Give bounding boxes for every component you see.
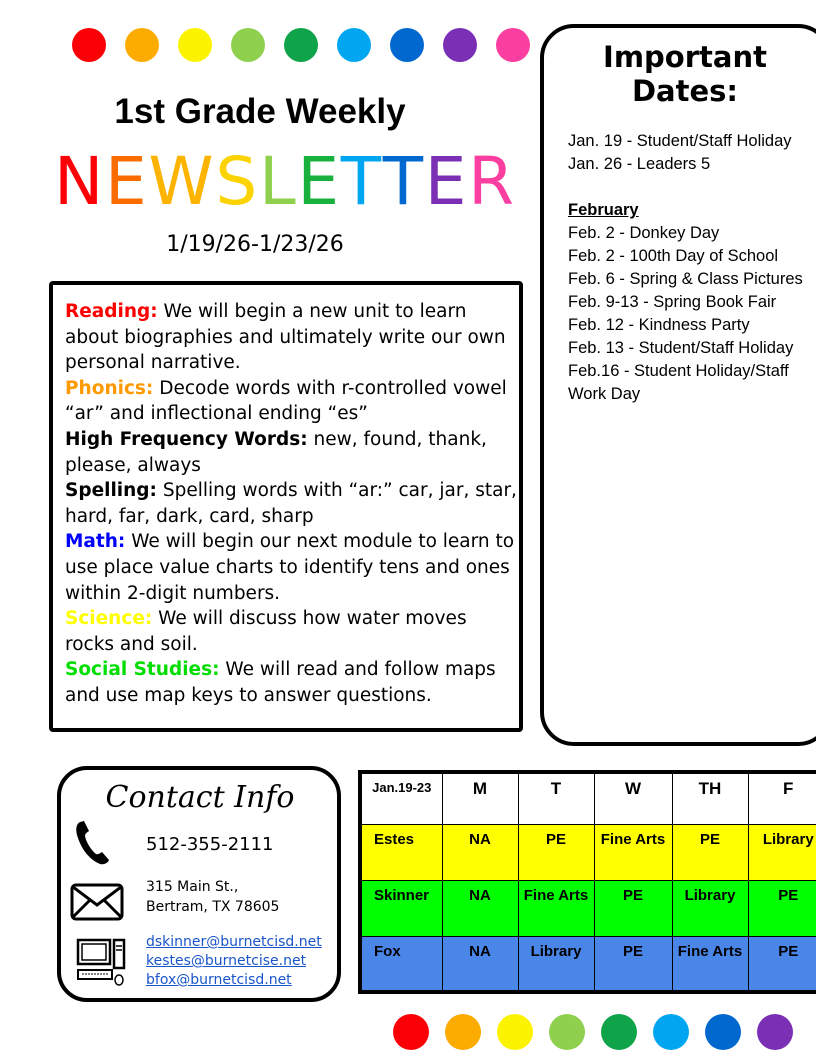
spelling-section: [65, 478, 519, 529]
email-link[interactable]: kestes@burnetcise.net: [146, 953, 307, 969]
table-row: [360, 936, 816, 992]
science-text: We will discuss how water moves rocks and soil.: [65, 608, 467, 655]
teacher-cell: Estes: [360, 824, 442, 880]
phonics-label: Phonics:: [65, 377, 154, 399]
phone-number: 512-355-2111: [146, 834, 274, 855]
email-link[interactable]: dskinner@burnetcisd.net: [146, 934, 322, 950]
table-cell: Library: [672, 880, 748, 936]
hfw-text: new, found, thank, please, always: [65, 428, 487, 476]
important-dates-list: [568, 130, 816, 406]
newsletter-letter: L: [258, 143, 296, 220]
table-corner-label: Jan.19-23: [360, 772, 442, 824]
dot: [284, 28, 318, 62]
newsletter-wordmark: [54, 142, 514, 222]
newsletter-letter: E: [297, 143, 340, 220]
newsletter-letter: T: [382, 143, 424, 220]
date-item: Jan. 19 - Student/Staff Holiday: [568, 132, 792, 150]
newsletter-letter: E: [424, 143, 467, 220]
day-header: TH: [672, 772, 748, 824]
table-header-row: [360, 772, 816, 824]
social-studies-section: [65, 657, 519, 708]
table-cell: PE: [594, 880, 672, 936]
dot: [705, 1014, 741, 1050]
top-dot-row: [72, 28, 549, 62]
specials-schedule-table: [358, 770, 816, 994]
dot: [337, 28, 371, 62]
spacer: [568, 176, 816, 199]
dot: [757, 1014, 793, 1050]
address-line: 315 Main St.,: [146, 879, 239, 895]
newsletter-letter: N: [54, 143, 104, 220]
bottom-dot-row: [393, 1014, 809, 1050]
science-label: Science:: [65, 608, 153, 630]
table-cell: Fine Arts: [518, 880, 594, 936]
newsletter-letter: S: [215, 143, 258, 220]
table-row: [360, 880, 816, 936]
table-cell: Fine Arts: [672, 936, 748, 992]
dot: [393, 1014, 429, 1050]
dot: [443, 28, 477, 62]
dot: [231, 28, 265, 62]
table-cell: PE: [518, 824, 594, 880]
envelope-icon: [70, 883, 124, 921]
dot: [496, 28, 530, 62]
table-cell: Library: [748, 824, 816, 880]
important-dates-title-line2: Dates:: [631, 74, 739, 108]
phonics-text: Decode words with r-controlled vowel “ar” and inflectional ending “es”: [65, 377, 507, 425]
math-label: Math:: [65, 531, 126, 553]
date-item: Feb. 13 - Student/Staff Holiday: [568, 339, 794, 357]
teacher-cell: Skinner: [360, 880, 442, 936]
dot: [497, 1014, 533, 1050]
table-cell: NA: [442, 880, 518, 936]
table-cell: NA: [442, 824, 518, 880]
dot: [72, 28, 106, 62]
dot: [601, 1014, 637, 1050]
math-text: We will begin our next module to learn to use place value charts to identify tens and ones within 2-digit numbers.: [65, 531, 515, 604]
social-studies-text: We will read and follow maps and use map keys to answer questions.: [65, 659, 496, 706]
subjects-box: [49, 281, 523, 732]
phonics-section: [65, 376, 519, 427]
week-date-range: 1/19/26-1/23/26: [166, 232, 344, 257]
email-link[interactable]: bfox@burnetcisd.net: [146, 972, 292, 988]
page-title: 1st Grade Weekly: [114, 92, 406, 131]
table-cell: Fine Arts: [594, 824, 672, 880]
table-cell: PE: [748, 936, 816, 992]
day-header: M: [442, 772, 518, 824]
dot: [653, 1014, 689, 1050]
computer-icon: [76, 938, 126, 986]
dot: [178, 28, 212, 62]
date-item: Feb. 2 - 100th Day of School: [568, 247, 779, 265]
address-line: Bertram, TX 78605: [146, 899, 280, 915]
reading-text: We will begin a new unit to learn about biographies and ultimately write our own personal narrative.: [65, 301, 506, 374]
contact-info-title: Contact Info: [105, 780, 295, 815]
dot: [549, 1014, 585, 1050]
table-cell: PE: [748, 880, 816, 936]
important-dates-title-line1: Important: [603, 40, 767, 74]
social-studies-label: Social Studies:: [65, 659, 220, 681]
hfw-section: [65, 427, 519, 478]
day-header: W: [594, 772, 672, 824]
table-row: [360, 824, 816, 880]
spelling-text: Spelling words with “ar:” car, jar, star, hard, far, dark, card, sharp: [65, 480, 517, 527]
table-cell: NA: [442, 936, 518, 992]
dot: [445, 1014, 481, 1050]
newsletter-letter: R: [468, 143, 514, 220]
day-header: T: [518, 772, 594, 824]
dot: [125, 28, 159, 62]
important-dates-title: [560, 40, 810, 108]
hfw-label: High Frequency Words:: [65, 428, 308, 450]
date-item: Feb. 12 - Kindness Party: [568, 316, 750, 334]
phone-icon: [74, 818, 112, 866]
newsletter-letter: W: [148, 143, 214, 220]
science-section: [65, 606, 519, 657]
dot: [390, 28, 424, 62]
table-cell: Library: [518, 936, 594, 992]
reading-section: [65, 299, 519, 376]
date-item: Feb. 9-13 - Spring Book Fair: [568, 293, 777, 311]
date-item: Jan. 26 - Leaders 5: [568, 155, 711, 173]
newsletter-letter: E: [105, 143, 147, 220]
email-list: [146, 933, 322, 990]
teacher-cell: Fox: [360, 936, 442, 992]
february-header: February: [568, 201, 639, 219]
reading-label: Reading:: [65, 301, 158, 322]
newsletter-letter: T: [340, 143, 382, 220]
address: [146, 877, 279, 917]
spelling-label: Spelling:: [65, 480, 157, 502]
math-section: [65, 529, 519, 606]
date-item: Feb.16 - Student Holiday/Staff Work Day: [568, 362, 789, 403]
day-header: F: [748, 772, 816, 824]
table-cell: PE: [672, 824, 748, 880]
table-cell: PE: [594, 936, 672, 992]
date-item: Feb. 6 - Spring & Class Pictures: [568, 270, 803, 288]
date-item: Feb. 2 - Donkey Day: [568, 224, 720, 242]
